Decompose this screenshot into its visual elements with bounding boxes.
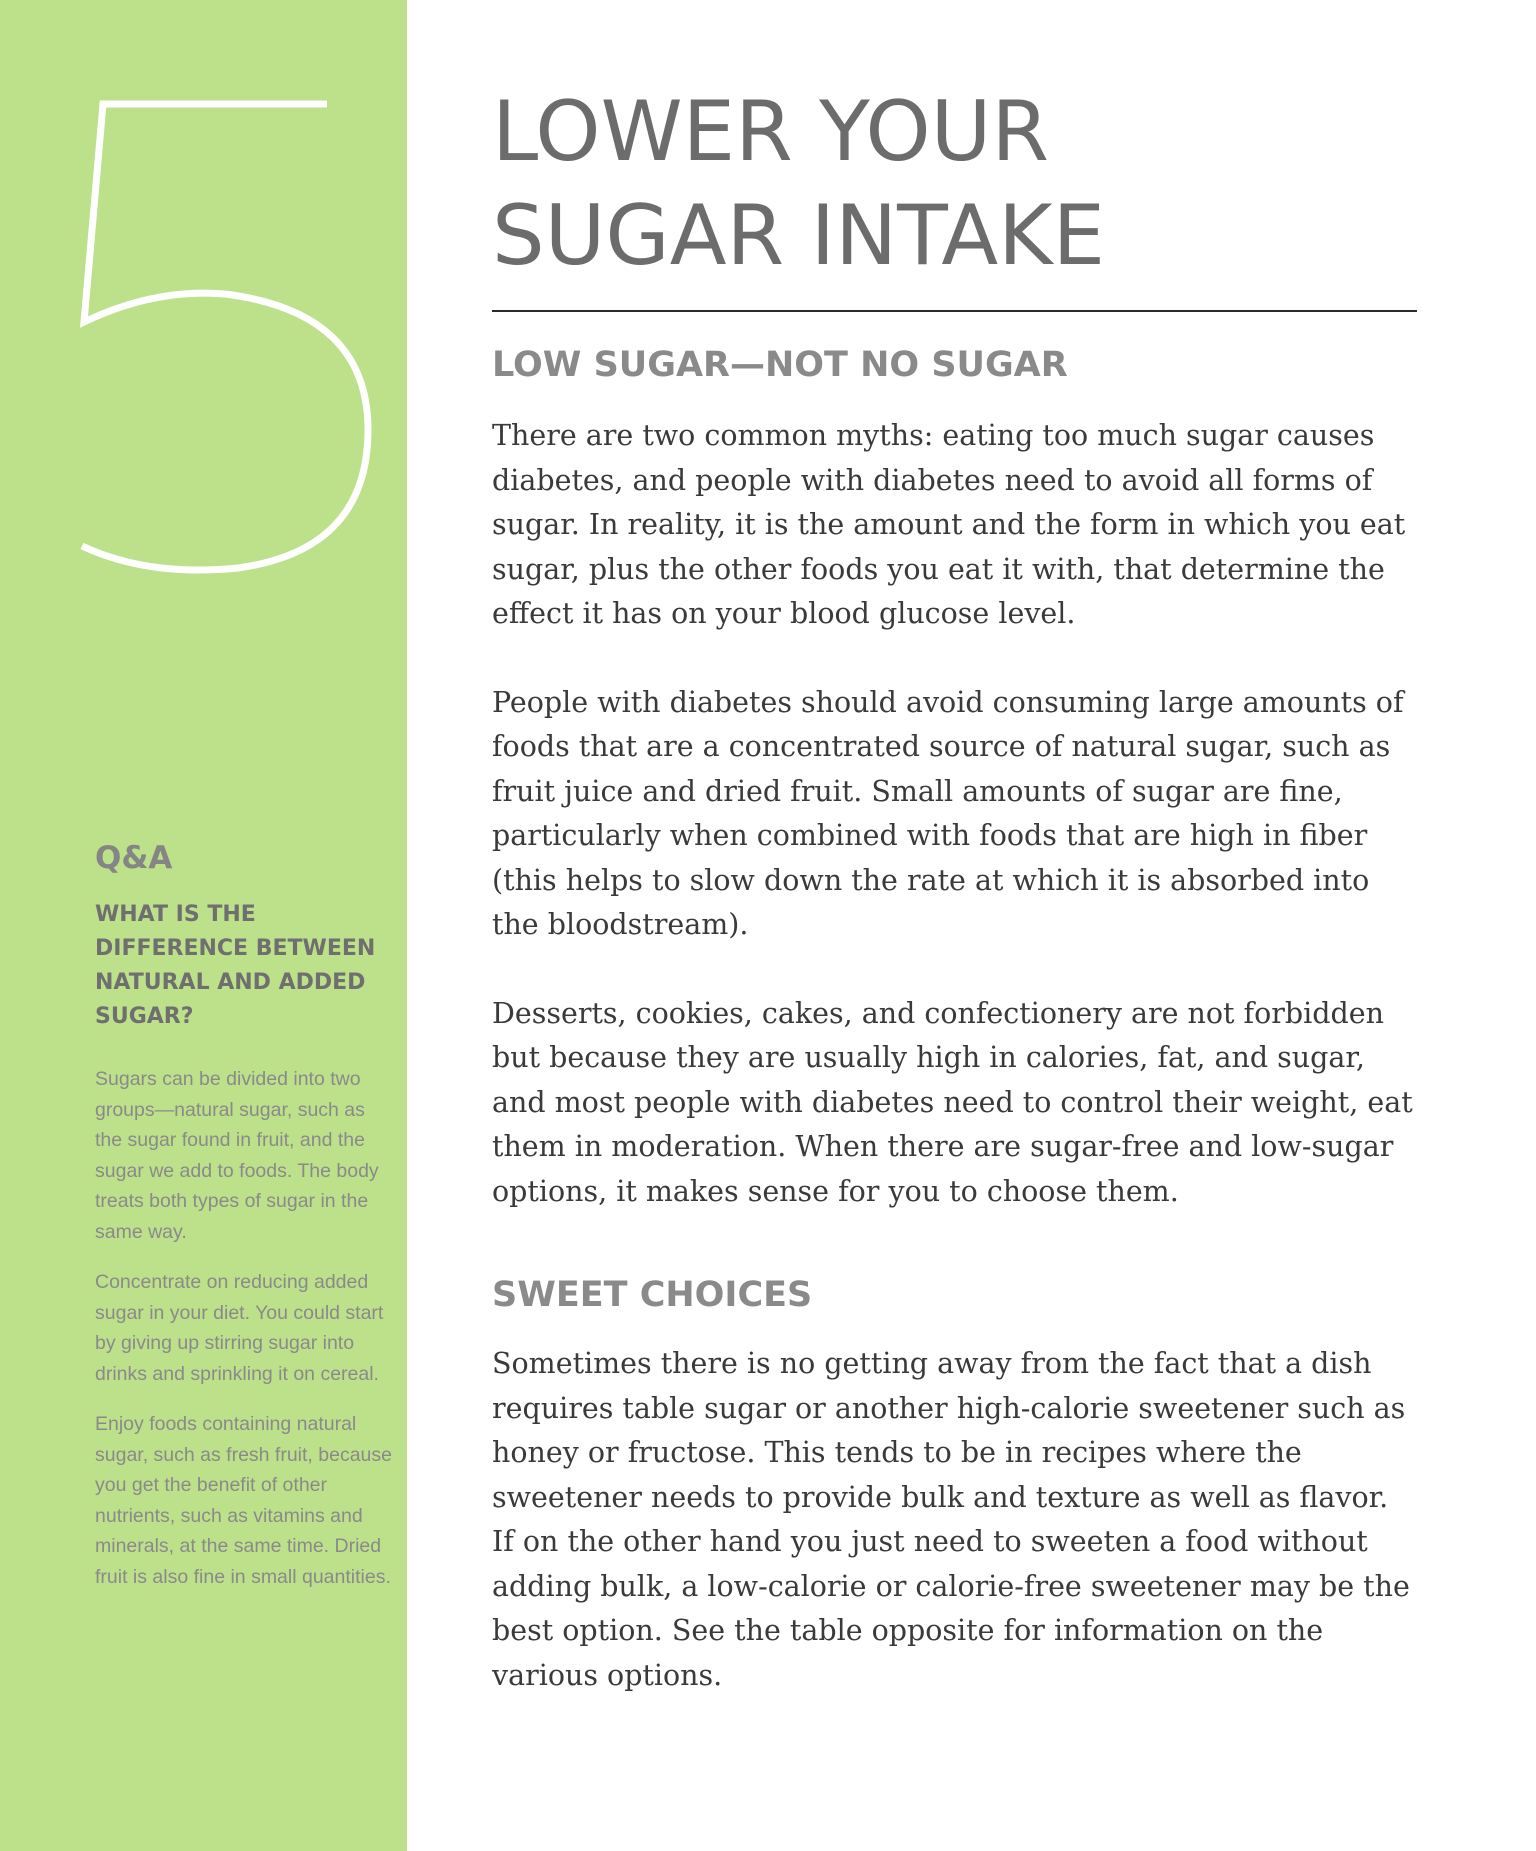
qa-answer: Sugars can be divided into two groups—natural sugar, such as the sugar found in fruit, and the sugar we add to foods. The body treats both types of sugar in the same way. (95, 1068, 379, 1243)
page-title (492, 80, 1417, 288)
qa-title: Q&A (95, 840, 173, 876)
body-paragraph: There are two common myths: eating too much sugar causes diabetes, and people with diabetes need to avoid all forms of sugar. In reality, it is the amount and the form in which you eat sugar, plus the other foods you eat it with, that determine the effect it has on your blood glucose level. (492, 419, 1406, 630)
qa-box (95, 838, 395, 1612)
page-title-line: LOWER YOUR (492, 83, 1050, 180)
sidebar (0, 0, 407, 1851)
body-paragraph: Desserts, cookies, cakes, and confectionery are not forbidden but because they are usually high in calories, fat, and sugar, and most people with diabetes need to control their weight, eat them in moderation. When there are sugar-free and low-sugar options, it makes sense for you to choose them. (492, 996, 1413, 1208)
section-heading: LOW SUGAR—NOT NO SUGAR (492, 345, 1068, 385)
qa-answer: Concentrate on reducing added sugar in your diet. You could start by giving up stirring sugar into drinks and sprinkling it on cereal. (95, 1271, 384, 1385)
title-divider (492, 310, 1417, 312)
page-title-line: SUGAR INTAKE (492, 187, 1106, 284)
body-paragraph: People with diabetes should avoid consuming large amounts of foods that are a concentrated source of natural sugar, such as fruit juice and dried fruit. Small amounts of sugar are fine, particularly when combined with foods that are high in fiber (this helps to slow down the rate at which it is absorbed into the bloodstream). (492, 685, 1404, 941)
chapter-number-5 (20, 20, 395, 580)
main-content (492, 80, 1417, 1698)
section-heading: SWEET CHOICES (492, 1275, 813, 1315)
qa-question: WHAT IS THE DIFFERENCE BETWEEN NATURAL AND ADDED SUGAR? (95, 902, 376, 1029)
body-paragraph: Sometimes there is no getting away from the fact that a dish requires table sugar or another high-calorie sweetener such as honey or fructose. This tends to be in recipes where the sweetener needs to provide bulk and texture as well as flavor. If on the other hand you just need to sweeten a food without adding bulk, a low-calorie or calorie-free sweetener may be the best option. See the table opposite for information on the various options. (492, 1347, 1410, 1692)
qa-answer: Enjoy foods containing natural sugar, such as fresh fruit, because you get the benefit of other nutrients, such as vitamins and minerals, at the same time. Dried fruit is also fine in small quantities. (95, 1413, 392, 1588)
